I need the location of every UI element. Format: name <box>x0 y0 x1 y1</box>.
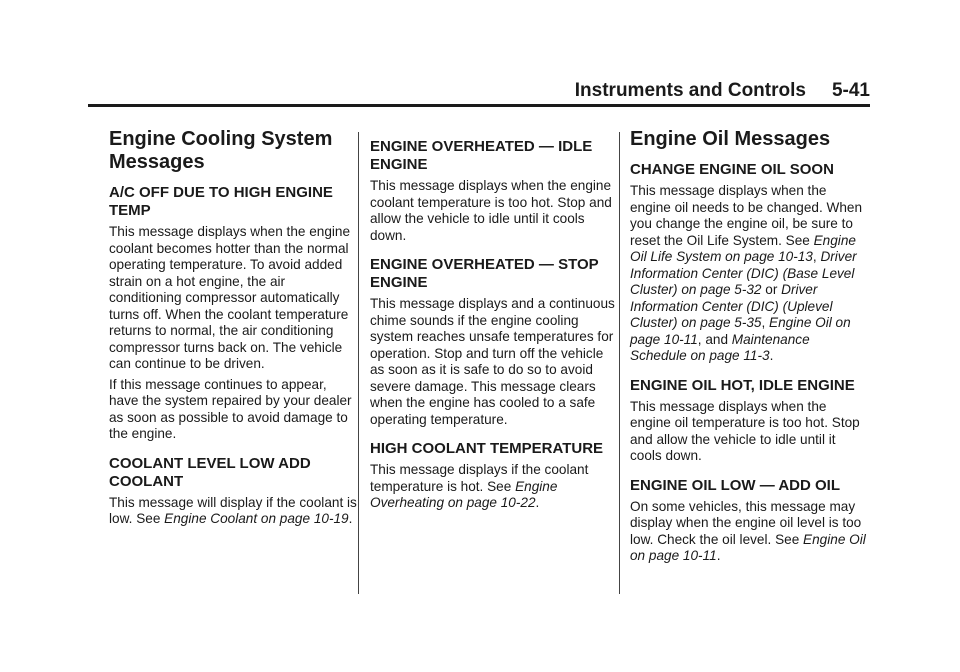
heading-change-oil-soon: CHANGE ENGINE OIL SOON <box>630 161 834 178</box>
cross-reference-link[interactable]: Driver Information Center (DIC) (Base Level Cluster) on page 5-32 <box>630 249 857 297</box>
paragraph: This message displays and a continuous chime sounds if the engine cooling system reaches unsafe temperatures for operation. Stop and turn off the vehicle as soon as it is safe to do so to avoid severe damage. This message clears when the engine has cooled to a safe operating temperature. <box>370 296 615 427</box>
paragraph: This message displays when the engine oil needs to be changed. When you change the engine oil, be sure to reset the Oil Life System. See Engine Oil Life System on page 10-13, Driver Information Center (DIC) (Base Level Cluster) on page 5-32 or Driver Information Center (DIC) (Uplevel Cluster) on page 5-35, Engine Oil on page 10-11, and Maintenance Schedule on page 11-3. <box>630 183 863 363</box>
heading-coolant-level-low: COOLANT LEVEL LOW ADD COOLANT <box>109 454 311 490</box>
heading-high-coolant-temp: HIGH COOLANT TEMPERATURE <box>370 440 604 457</box>
cross-reference-link[interactable]: Engine Coolant on page 10-19 <box>164 511 349 526</box>
heading-overheated-idle: ENGINE OVERHEATED — IDLE ENGINE <box>370 138 593 173</box>
cross-reference-link[interactable]: Maintenance Schedule on page 11-3 <box>630 331 810 363</box>
header-rule <box>88 104 870 107</box>
heading-ac-off: A/C OFF DUE TO HIGH ENGINE TEMP <box>109 184 333 219</box>
paragraph: If this message continues to appear, have the system repaired by your dealer as soon as possible to avoid damage to the engine. <box>109 376 352 441</box>
cross-reference-link[interactable]: Engine Oil on page 10-11 <box>630 315 851 347</box>
cross-reference-link[interactable]: Engine Oil on page 10-11 <box>630 531 866 563</box>
column-3 <box>630 128 870 569</box>
section-title-engine-cooling: Engine Cooling System Messages <box>109 128 333 173</box>
cross-reference-link[interactable]: Engine Oil Life System on page 10-13 <box>630 232 856 264</box>
paragraph: This message displays when the engine coolant temperature is too hot. Stop and allow the vehicle to idle until it cools down. <box>370 178 612 243</box>
section-title: Instruments and Controls <box>574 80 806 101</box>
section-title-engine-oil: Engine Oil Messages <box>630 128 831 150</box>
column-1 <box>109 128 359 532</box>
paragraph: On some vehicles, this message may display when the engine oil level is too low. Check the oil level. See Engine Oil on page 10-11. <box>630 498 866 563</box>
heading-overheated-stop: ENGINE OVERHEATED — STOP ENGINE <box>370 256 599 291</box>
cross-reference-link[interactable]: Driver Information Center (DIC) (Uplevel Cluster) on page 5-35 <box>630 282 833 330</box>
column-2 <box>370 128 620 516</box>
heading-oil-hot-idle: ENGINE OIL HOT, IDLE ENGINE <box>630 376 855 394</box>
heading-oil-low: ENGINE OIL LOW — ADD OIL <box>630 476 840 494</box>
page-number: 5-41 <box>831 80 870 101</box>
cross-reference-link[interactable]: Engine Overheating on page 10-22 <box>370 478 558 510</box>
paragraph: This message will display if the coolant is low. See Engine Coolant on page 10-19. <box>109 494 357 526</box>
paragraph: This message displays when the engine oil temperature is too hot. Stop and allow the vehicle to idle until it cools down. <box>630 398 860 463</box>
paragraph: This message displays if the coolant temperature is hot. See Engine Overheating on page 10-22. <box>370 462 589 510</box>
page-header <box>88 80 870 102</box>
paragraph: This message displays when the engine coolant becomes hotter than the normal operating temperature. To avoid added strain on a hot engine, the air conditioning compressor automatically turns off. When the coolant temperature returns to normal, the air conditioning compressor turns back on. The vehicle can continue to be driven. <box>109 224 351 371</box>
